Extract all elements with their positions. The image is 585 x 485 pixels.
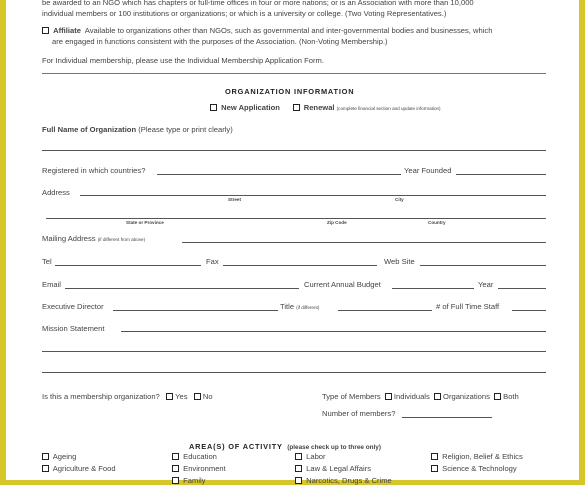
mission-field-line-2[interactable] bbox=[42, 351, 546, 352]
year-founded-field[interactable] bbox=[456, 174, 546, 175]
title-hint: (if different) bbox=[296, 305, 320, 310]
area-item[interactable] bbox=[295, 476, 392, 485]
email-label: Email bbox=[42, 280, 61, 289]
intro-line-1: be awarded to an NGO which has chapters or full-time offices in four or more nations; or is an Association with more than 10,000 bbox=[42, 0, 474, 7]
director-label: Executive Director bbox=[42, 302, 104, 311]
organizations-label: Organizations bbox=[443, 392, 490, 401]
title-field[interactable] bbox=[338, 310, 432, 311]
year-field[interactable] bbox=[498, 288, 546, 289]
area-checkbox[interactable] bbox=[42, 465, 49, 472]
title-label: Title bbox=[280, 302, 295, 311]
individuals-checkbox[interactable] bbox=[385, 393, 392, 400]
mission-field-line-3[interactable] bbox=[42, 372, 546, 373]
member-number-label: Number of members? bbox=[322, 409, 396, 418]
budget-label: Current Annual Budget bbox=[304, 280, 381, 289]
membership-no-label: No bbox=[202, 392, 213, 401]
registered-field[interactable] bbox=[157, 174, 401, 175]
area-item[interactable] bbox=[172, 476, 205, 485]
both-label: Both bbox=[503, 392, 519, 401]
affiliate-label: Affiliate bbox=[53, 26, 81, 35]
org-info-title: ORGANIZATION INFORMATION bbox=[225, 87, 355, 96]
new-application-checkbox[interactable] bbox=[210, 104, 217, 111]
application-form-page bbox=[6, 0, 579, 485]
country-caption: Country bbox=[428, 220, 446, 225]
year-label: Year bbox=[478, 280, 494, 289]
affiliate-text-1: Available to organizations other than NGOs, such as governmental and inter-governmental bodies and businesses, which bbox=[84, 26, 493, 35]
mission-field-line-1[interactable] bbox=[121, 331, 546, 332]
area-checkbox[interactable] bbox=[431, 465, 438, 472]
area-item[interactable] bbox=[295, 452, 326, 461]
membership-yes-label: Yes bbox=[175, 392, 188, 401]
staff-field[interactable] bbox=[512, 310, 546, 311]
renewal-note: (complete financial section and update information) bbox=[336, 106, 441, 111]
fax-label: Fax bbox=[206, 257, 219, 266]
both-checkbox[interactable] bbox=[494, 393, 501, 400]
area-checkbox[interactable] bbox=[431, 453, 438, 460]
website-field[interactable] bbox=[420, 265, 546, 266]
membership-question: Is this a membership organization? bbox=[42, 392, 160, 401]
areas-title-row bbox=[189, 436, 381, 454]
budget-field[interactable] bbox=[392, 288, 474, 289]
renewal-checkbox[interactable] bbox=[293, 104, 300, 111]
area-checkbox[interactable] bbox=[172, 453, 179, 460]
tel-field[interactable] bbox=[55, 265, 201, 266]
organizations-checkbox[interactable] bbox=[434, 393, 441, 400]
title-label-row bbox=[280, 302, 319, 311]
area-item[interactable] bbox=[295, 464, 371, 473]
intro-line-2: individual members or 100 institutions or organizations; or which is a university or college. (Two Voting Representatives.) bbox=[42, 9, 447, 18]
area-label: Law & Legal Affairs bbox=[306, 464, 371, 473]
affiliate-checkbox[interactable] bbox=[42, 27, 49, 34]
areas-title: AREA(S) OF ACTIVITY bbox=[189, 442, 283, 451]
mailing-field[interactable] bbox=[182, 242, 546, 243]
staff-label: # of Full Time Staff bbox=[436, 302, 500, 311]
area-checkbox[interactable] bbox=[295, 453, 302, 460]
zip-caption: Zip Code bbox=[327, 220, 347, 225]
area-checkbox[interactable] bbox=[295, 465, 302, 472]
member-type-label: Type of Members bbox=[322, 392, 381, 401]
area-checkbox[interactable] bbox=[172, 465, 179, 472]
street-caption: Street bbox=[228, 197, 242, 202]
full-name-field[interactable] bbox=[42, 150, 546, 151]
area-label: Environment bbox=[183, 464, 226, 473]
area-checkbox[interactable] bbox=[172, 477, 179, 484]
fax-field[interactable] bbox=[223, 265, 377, 266]
member-number-field[interactable] bbox=[402, 417, 492, 418]
state-caption: State or Province bbox=[126, 220, 164, 225]
individuals-label: Individuals bbox=[393, 392, 430, 401]
mailing-hint: (if different from above) bbox=[97, 237, 146, 242]
areas-hint: (please check up to three only) bbox=[287, 444, 381, 451]
area-checkbox[interactable] bbox=[295, 477, 302, 484]
area-label: Family bbox=[183, 476, 206, 485]
area-item[interactable] bbox=[431, 452, 523, 461]
area-label: Narcotics, Drugs & Crime bbox=[306, 476, 392, 485]
affiliate-text-2: are engaged in functions consistent with the purposes of the Association. (Non-Voting Membership.) bbox=[52, 37, 388, 46]
tel-label: Tel bbox=[42, 257, 52, 266]
full-name-hint: (Please type or print clearly) bbox=[138, 125, 233, 134]
individual-note: For Individual membership, please use the Individual Membership Application Form. bbox=[42, 56, 324, 65]
area-checkbox[interactable] bbox=[42, 453, 49, 460]
area-label: Ageing bbox=[52, 452, 77, 461]
area-label: Religion, Belief & Ethics bbox=[442, 452, 523, 461]
new-application-label: New Application bbox=[221, 103, 280, 112]
area-item[interactable] bbox=[42, 464, 116, 473]
renewal-label: Renewal bbox=[303, 103, 335, 112]
area-item[interactable] bbox=[42, 452, 76, 461]
affiliate-row bbox=[42, 26, 492, 35]
membership-question-row bbox=[42, 392, 213, 401]
mailing-label-row bbox=[42, 234, 145, 243]
section-divider bbox=[42, 73, 546, 74]
address-label: Address bbox=[42, 188, 70, 197]
area-item[interactable] bbox=[172, 452, 217, 461]
year-founded-label: Year Founded bbox=[404, 166, 452, 175]
application-type-row bbox=[210, 103, 441, 112]
address-field-line-1[interactable] bbox=[80, 195, 546, 196]
area-item[interactable] bbox=[431, 464, 517, 473]
area-label: Education bbox=[183, 452, 217, 461]
area-label: Labor bbox=[306, 452, 326, 461]
website-label: Web Site bbox=[384, 257, 415, 266]
membership-yes-checkbox[interactable] bbox=[166, 393, 173, 400]
city-caption: City bbox=[395, 197, 404, 202]
full-name-label-row bbox=[42, 125, 233, 134]
mailing-label: Mailing Address bbox=[42, 234, 96, 243]
email-field[interactable] bbox=[65, 288, 299, 289]
member-type-row bbox=[322, 392, 519, 401]
area-label: Agriculture & Food bbox=[52, 464, 116, 473]
full-name-label: Full Name of Organization bbox=[42, 125, 137, 134]
area-item[interactable] bbox=[172, 464, 226, 473]
area-label: Science & Technology bbox=[442, 464, 517, 473]
mission-label: Mission Statement bbox=[42, 324, 105, 333]
registered-label: Registered in which countries? bbox=[42, 166, 146, 175]
address-field-line-2[interactable] bbox=[46, 218, 546, 219]
membership-no-checkbox[interactable] bbox=[194, 393, 201, 400]
director-field[interactable] bbox=[113, 310, 278, 311]
